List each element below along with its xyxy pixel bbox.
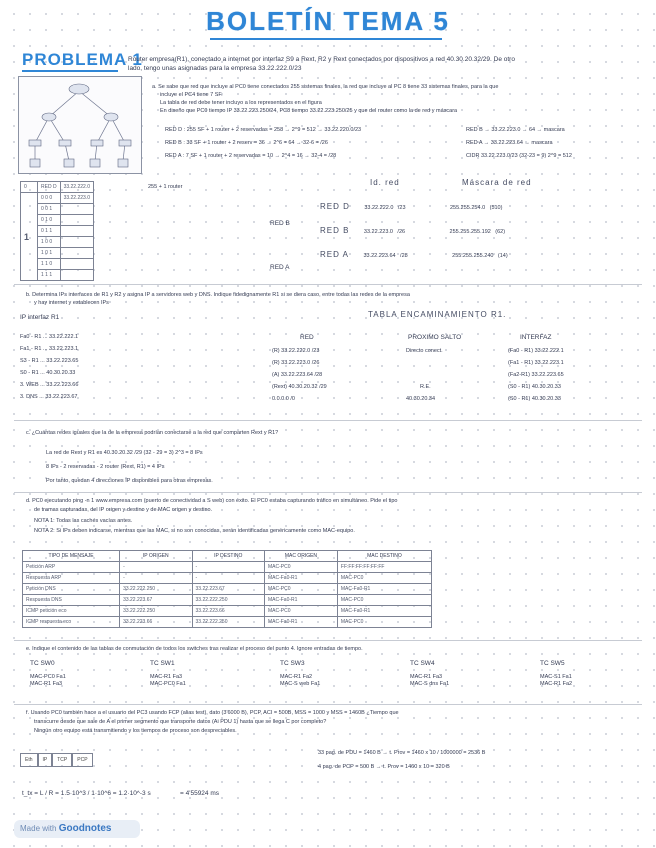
switch-entry: MAC-S dns Fa1	[410, 681, 450, 687]
routing-red: 0.0.0.0 /0	[272, 396, 295, 402]
summary-row-a	[320, 244, 508, 262]
subnet-label-a: RED A	[270, 264, 290, 271]
question-d-note-1: NOTA 1: Todas las cachés vacías antes.	[34, 518, 133, 524]
routing-red: (R) 33.22.222.0 /23	[272, 348, 320, 354]
divider	[14, 492, 642, 493]
question-f-line-3: Ningún otro equipo está transmitiendo y los tiempos de proceso son despreciables.	[34, 728, 237, 734]
protocol-stack	[20, 748, 138, 762]
cell: 33.22.222.250	[192, 617, 264, 628]
summary-col-mask: Máscara de red	[462, 178, 532, 187]
red-calc-d: RED D : 255 SF + 1 router + 2 reservadas = 258 → 2^9 = 512 → 33.22.220.0/23	[165, 127, 362, 133]
switch-name: TC SW0	[30, 660, 55, 667]
table-header-row	[23, 551, 432, 562]
col-header: MAC ORIGEN	[264, 551, 337, 562]
cell: 33.22.223.66	[192, 606, 264, 617]
row-addr: 33.22.223.0	[60, 193, 93, 204]
table-row	[23, 595, 432, 606]
cell: -	[192, 573, 264, 584]
cell: MAC-PC0	[264, 562, 337, 573]
subnet-bit-table	[20, 181, 94, 281]
summary-hosts: (14)	[497, 253, 508, 259]
table-row	[23, 617, 432, 628]
col-header: IP DESTINO	[192, 551, 264, 562]
switch-table	[150, 660, 186, 688]
col-header: MAC DESTINO	[337, 551, 431, 562]
divider	[14, 284, 642, 285]
calc-line-2: 4 pag. de PCP = 500 B → t. Prov = 1460 x 10 = 320 B	[318, 764, 450, 770]
table-row	[23, 562, 432, 573]
routing-intf: (S0 - R1) 40.30.20.33	[508, 384, 561, 390]
problem-heading-underline	[22, 70, 118, 72]
switch-table	[540, 660, 572, 688]
table-row	[23, 584, 432, 595]
switch-entry: MAC-PC0 Fa1	[30, 674, 66, 680]
cell: Petición ARP	[23, 562, 120, 573]
cell: 33.22.223.66	[120, 617, 192, 628]
question-b-line-2: y hay internet y establecen IPs	[34, 300, 109, 306]
routing-salto: Directo conect.	[406, 348, 443, 354]
routing-col-salto: PROXIMO SALTO	[408, 334, 462, 341]
summary-name: RED A	[320, 250, 350, 259]
cell: MAC-PC0	[337, 595, 431, 606]
switch-entry: MAC-S1 Fa1	[540, 674, 572, 680]
switch-name: TC SW5	[540, 660, 565, 667]
summary-hosts: (510)	[489, 205, 503, 211]
formula-result: = 4'55924 ms	[180, 790, 220, 797]
row-index: 0	[21, 182, 38, 193]
table-row	[21, 193, 94, 204]
summary-mask: 255.255.255.192	[449, 229, 491, 235]
table-row	[23, 606, 432, 617]
cell: 33.22.222.250	[120, 584, 192, 595]
cell: MAC-PC0	[264, 606, 337, 617]
cell: ICMP petición eco	[23, 606, 120, 617]
question-c-answer-1: La red de Rext y R1 es 40.30.20.32 /29 (32 - 29 = 3) 2^3 = 8 IPs	[46, 450, 203, 456]
summary-id: 33.22.223.64	[363, 253, 396, 259]
switch-entry: MAC-R1 Fa2	[280, 674, 313, 680]
interface-row: 3. WEB ... 33.22.223.66	[20, 382, 79, 388]
summary-name: RED D	[320, 202, 350, 211]
routing-salto: R.E.	[420, 384, 431, 390]
summary-prefix: /28	[400, 253, 408, 259]
cell: Respuesta DNS	[23, 595, 120, 606]
divider	[14, 704, 642, 705]
cell: MAC-PC0	[337, 573, 431, 584]
summary-mask: 255.255.254.0	[449, 205, 486, 211]
summary-hosts: (62)	[495, 229, 506, 235]
problem-heading: PROBLEMA 1	[22, 50, 143, 69]
problem-intro-line-1: Router empresa(R1), conectado a internet por interfaz S9 a Rext, R2 y Rext conectados por dispositivos a red 40.30.20.32/29. De otro	[128, 56, 515, 63]
question-e: e. Indique el contenido de las tablas de conmutación de todos los switches tras realizar el proceso del punto 4. Ignore entradas de tiempo.	[26, 646, 363, 652]
cell: Respuesta ARP	[23, 573, 120, 584]
watermark-text: Made with	[20, 824, 57, 833]
row-bits: 0 1 0	[38, 215, 61, 226]
question-c-answer-2: 8 IPs - 2 reservadas - 2 router (Rext, R1) = 4 IPs	[46, 464, 165, 470]
row-bits: 1 1 0	[38, 259, 61, 270]
switch-name: TC SW3	[280, 660, 305, 667]
interface-row: S3 - R1 ... 33.22.223.65	[20, 358, 79, 364]
cell: 33.22.223.67	[192, 584, 264, 595]
summary-row-d	[320, 196, 502, 214]
routing-intf: (Fa0 - R1) 33.22.222.1	[508, 348, 564, 354]
question-a-line-2: incluye el PC4 tiene 7 SF.	[160, 92, 223, 98]
routing-salto: 40.30.20.34	[406, 396, 436, 402]
switch-name: TC SW4	[410, 660, 435, 667]
col-header: IP ORIGEN	[120, 551, 192, 562]
summary-row-b	[320, 220, 505, 238]
row-bits: 1 0 0	[38, 237, 61, 248]
cell: ICMP respuesta eco	[23, 617, 120, 628]
summary-name: RED B	[320, 226, 350, 235]
calc-line-1: 33 pag. de PDU = 1460 B → t. Prov = 1460 x 10 / 1000000 = 2536 B	[318, 750, 486, 756]
interface-row: Fa1 - R1 ... 33.22.223.1	[20, 346, 79, 352]
cell: MAC-PC0	[337, 617, 431, 628]
formula: t_tx = L / R = 1.5·10^3 / 1·10^6 = 1.2·10^-3 s	[22, 790, 151, 797]
summary-col-id: Id. red	[370, 178, 400, 187]
row-bits: 1 0 1	[38, 248, 61, 259]
switch-table	[410, 660, 449, 688]
question-c: c. ¿Cuántas redes iguales que la de la empresa podrían conectarse a la red que comparten Rext y R1?	[26, 430, 279, 436]
question-d-line-1: d. PC0 ejecutando ping -n 1 www.empresa.com (puerto de conectividad a S web) con éxito. El PC0 estaba capturando tráfico en simultáneo. Pide el tipo	[26, 498, 398, 504]
network-diagram-svg	[19, 77, 141, 173]
summary-prefix: /26	[397, 229, 406, 235]
question-a-line-3: La tabla de red debe tener incluyo a los representados en el figura	[160, 100, 322, 106]
red-right-1: RED B → 33.22.223.0 → 64 → mascara	[466, 127, 565, 133]
question-a-line-1: a. Se sabe que red que incluye al PC0 tiene conectados 255 sistemas finales, la red que incluye al PC 8 tiene 33 sistemas finales, para la que	[152, 84, 499, 90]
stack-ip: IP	[38, 753, 53, 767]
title-underline	[210, 38, 442, 40]
routing-intf: (S0 - R1) 40.30.20.33	[508, 396, 561, 402]
row-bits: 0 0 0	[38, 193, 61, 204]
routing-red: (A) 33.22.223.64 /28	[272, 372, 323, 378]
divider	[14, 420, 642, 421]
summary-id: 33.22.222.0	[364, 205, 394, 211]
interface-row: 3. DNS ... 33.22.223.67	[20, 394, 78, 400]
row-index: 1	[21, 193, 38, 281]
cell: 33.22.223.67	[120, 595, 192, 606]
page-title: BOLETÍN TEMA 5	[206, 6, 450, 36]
cell: MAC-Fa0-R1	[337, 606, 431, 617]
question-c-answer-3: Por tanto, quedan 4 direcciones IP disponibles para otras empresas.	[46, 478, 213, 484]
row-bits: 0 0 1	[38, 204, 61, 215]
question-d-line-2: de tramas capturadas, del IP origen y destino y de MAC origen y destino.	[34, 507, 213, 513]
row-bits: 0 1 1	[38, 226, 61, 237]
interface-row: S0 - R1 ... 40.30.20.33	[20, 370, 76, 376]
cell: Petición DNS	[23, 584, 120, 595]
problem-intro-line-2: lado, tengo unas asignadas para la empresa 33.22.222.0/23	[128, 65, 302, 72]
red-right-3: CIDR 33.22.223.0/23 (32-23 = 9) 2^9 = 512	[466, 153, 572, 159]
summary-id: 33.22.223.0	[363, 229, 393, 235]
switch-table	[280, 660, 320, 688]
question-b-line-1: b. Determina IPs interfaces de R1 y R2 y asigna IP a servidores web y DNS. Indique fidedignamente R1 si se diera caso, entre todas las redes de la empresa	[26, 292, 410, 298]
stack-pcp: PCP	[72, 753, 92, 767]
switch-entry: MAC-S web Fa1	[280, 681, 321, 687]
cell: FF:FF:FF:FF:FF:FF	[337, 562, 431, 573]
cell: MAC-Fa0-R1	[264, 617, 337, 628]
interfaces-heading: IP interfaz R1	[20, 314, 60, 321]
interface-row: Fa0 - R1 ... 33.22.222.1	[20, 334, 79, 340]
routing-intf: (Fa2-R1) 33.22.223.65	[508, 372, 564, 378]
routing-intf: (Fa1 - R1) 33.22.223.1	[508, 360, 564, 366]
routing-red: (Rext) 40.30.20.32 /29	[272, 384, 327, 390]
stack-tcp: TCP	[52, 753, 72, 767]
red-calc-b: RED B : 33 SF + 1 router + 2 reserv = 36 → 2^6 = 64 → 32-6 = /26	[165, 140, 328, 146]
cell: 33.22.222.250	[192, 595, 264, 606]
watermark-brand: Goodnotes	[58, 823, 112, 834]
subnet-label-b: RED B	[270, 220, 290, 227]
frames-table	[22, 550, 432, 628]
row-bits: RED D	[38, 182, 61, 193]
goodnotes-watermark	[14, 820, 140, 838]
summary-mask: 255.255.255.240	[452, 253, 494, 259]
network-diagram	[18, 76, 142, 174]
switch-entry: MAC-R1 Fa3	[150, 674, 183, 680]
row-bits: 1 1 1	[38, 270, 61, 281]
cell: -	[192, 562, 264, 573]
stack-eth: Eth	[20, 753, 38, 767]
switch-entry: MAC-R1 Fa3	[30, 681, 63, 687]
question-f-line-2: transcurre desde que sale de A el primer segmento que transporte datos (Ai PDU 1) hasta que se llega C por completo?	[34, 719, 327, 725]
cell: MAC-Fa0-R1	[264, 595, 337, 606]
routing-red: (R) 33.22.223.0 /26	[272, 360, 320, 366]
col-header: TIPO DE MENSAJE	[23, 551, 120, 562]
switch-entry: MAC-PC0 Fa1	[150, 681, 186, 687]
table-row	[21, 182, 94, 193]
red-d-note: 255 + 1 router	[148, 184, 183, 190]
routing-col-intf: INTERFAZ	[520, 334, 552, 341]
switch-table	[30, 660, 66, 688]
routing-table-title: TABLA ENCAMINAMIENTO R1.	[368, 310, 507, 319]
summary-prefix: /23	[397, 205, 406, 211]
switch-entry: MAC-R1 Fa3	[410, 674, 443, 680]
cell: MAC-PC0	[264, 584, 337, 595]
divider	[14, 640, 642, 641]
cell: -	[120, 562, 192, 573]
switch-name: TC SW1	[150, 660, 175, 667]
row-addr: 33.22.222.0	[60, 182, 93, 193]
red-calc-a: RED A : 7 SF + 1 router + 2 reservadas = 10 → 2^4 = 16 → 32-4 = /28	[165, 153, 337, 159]
cell: MAC-Fa0-R1	[264, 573, 337, 584]
cell: 33.22.222.250	[120, 606, 192, 617]
table-row	[23, 573, 432, 584]
switch-entry: MAC-R1 Fa2	[540, 681, 573, 687]
red-right-2: RED A → 33.22.223.64 → mascara	[466, 140, 553, 146]
routing-col-red: RED	[300, 334, 314, 341]
cell: MAC-Fa0-R1	[337, 584, 431, 595]
question-d-note-2: NOTA 2: Si IPs deben indicarse, mientras que las MAC, si no son conocidas, serán identificadas genéricamente como MAC-equipo.	[34, 528, 355, 534]
cell: -	[120, 573, 192, 584]
question-f-line-1: f. Usando PC0 también hace a el usuario del PC3 usando FCP (alias test), dato (3'6000 B), PCP, ACI = 500B, MSS = 1000 y MSS = 1460B ¿Tiempo que	[26, 710, 399, 716]
question-a-line-4: En diseño que PC0 tiempo IP 33.22.223.250/24, PC8 tiempo 33.22.223.250/25 y que del router como la de red y máscara	[160, 108, 458, 114]
